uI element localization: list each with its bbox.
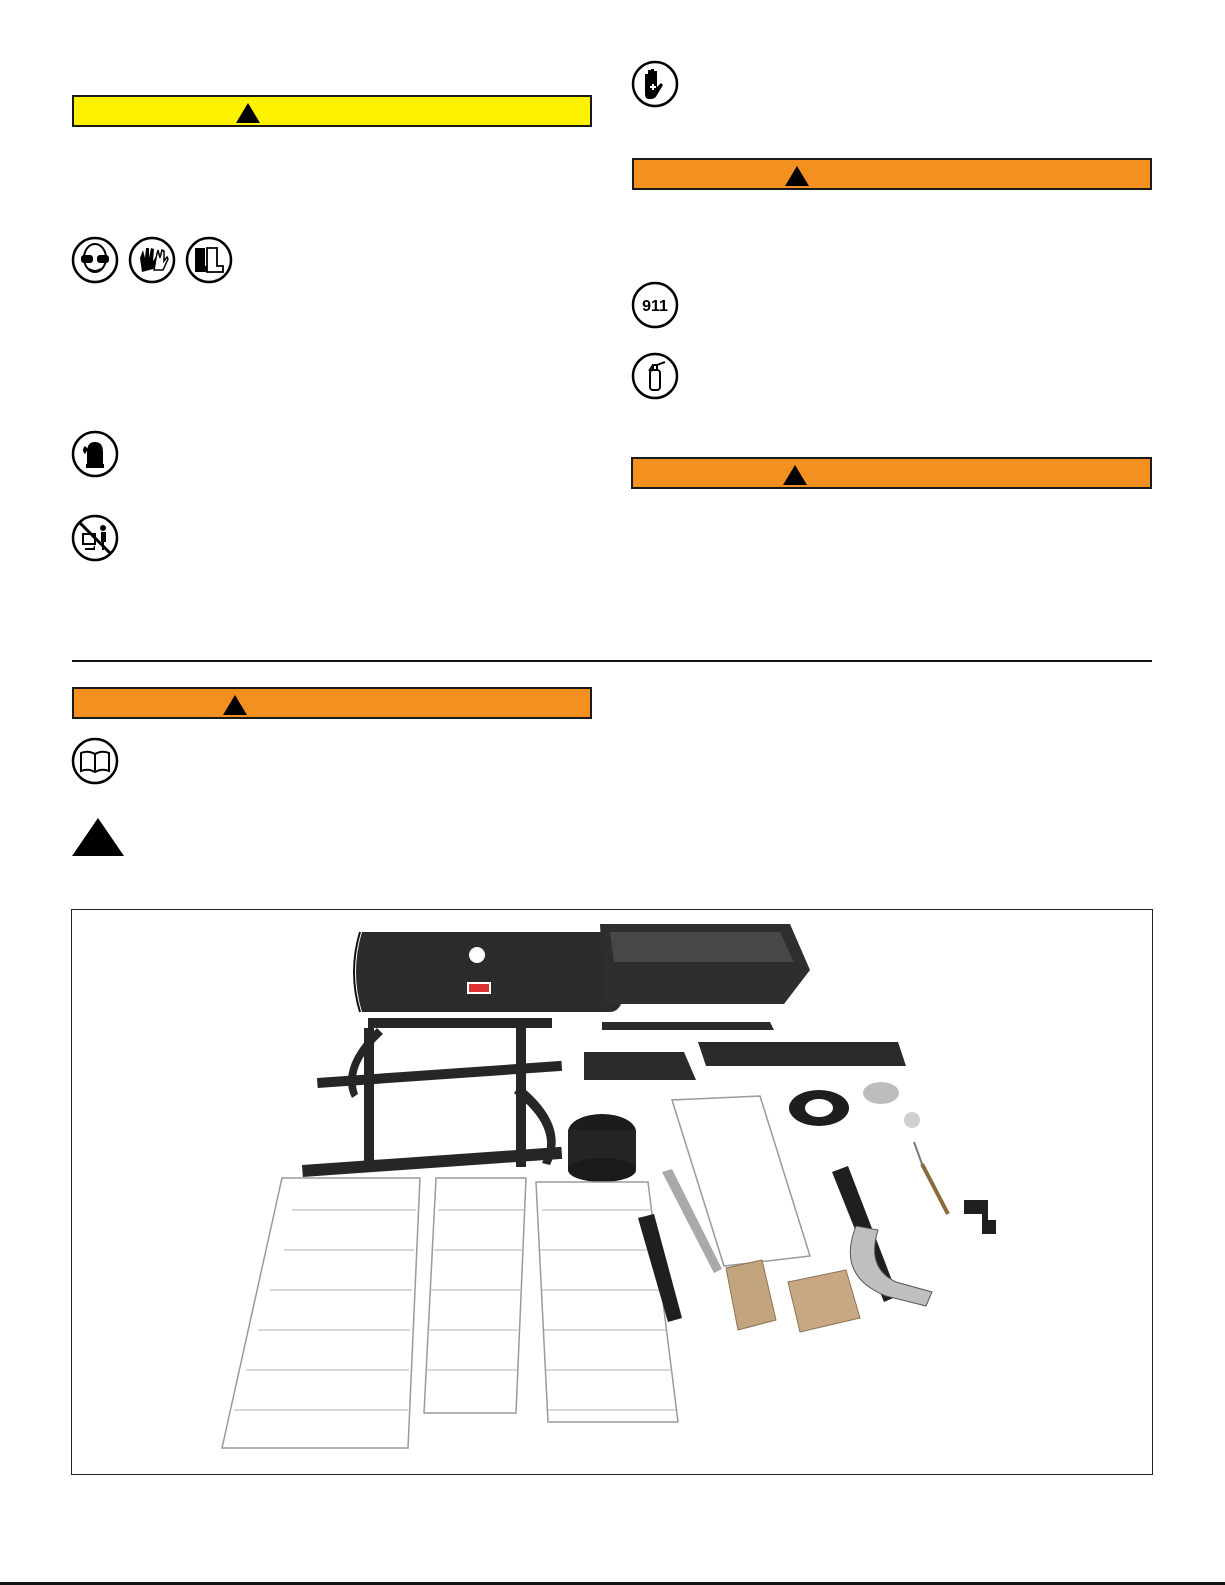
gloves-icon bbox=[128, 236, 176, 284]
warning-triangle-icon bbox=[783, 465, 807, 485]
warning-triangle-icon bbox=[236, 103, 260, 123]
warning-banner-3 bbox=[72, 687, 592, 719]
hardware-boxes bbox=[726, 1260, 860, 1332]
warning-triangle-icon bbox=[785, 166, 809, 186]
damper-disc bbox=[863, 1082, 899, 1104]
oven-mitt-icon bbox=[71, 430, 119, 478]
leg-frame bbox=[302, 1018, 562, 1177]
warning-banner-2 bbox=[631, 457, 1152, 489]
fire-extinguisher-icon bbox=[631, 352, 679, 400]
side-shelves bbox=[584, 1022, 906, 1080]
emergency-number-text: 911 bbox=[642, 298, 668, 315]
warning-banner-1 bbox=[632, 158, 1152, 190]
emergency-911-icon bbox=[631, 281, 679, 329]
grill-barrel bbox=[354, 932, 626, 1012]
caution-banner bbox=[72, 95, 592, 127]
firebox-tray bbox=[600, 924, 810, 1004]
first-aid-hand-icon bbox=[631, 60, 679, 108]
lid-handle bbox=[850, 1226, 932, 1306]
charcoal-basket bbox=[568, 1114, 636, 1182]
large-warning-triangle-icon bbox=[72, 818, 124, 856]
boots-icon bbox=[185, 236, 233, 284]
warning-triangle-icon bbox=[223, 695, 247, 715]
no-children-pets-icon bbox=[71, 514, 119, 562]
read-manual-icon bbox=[71, 737, 119, 785]
parts-laid-out-photo bbox=[71, 909, 1153, 1475]
section-divider bbox=[72, 660, 1152, 662]
safety-glasses-icon bbox=[71, 236, 119, 284]
tool-handle bbox=[922, 1164, 948, 1214]
